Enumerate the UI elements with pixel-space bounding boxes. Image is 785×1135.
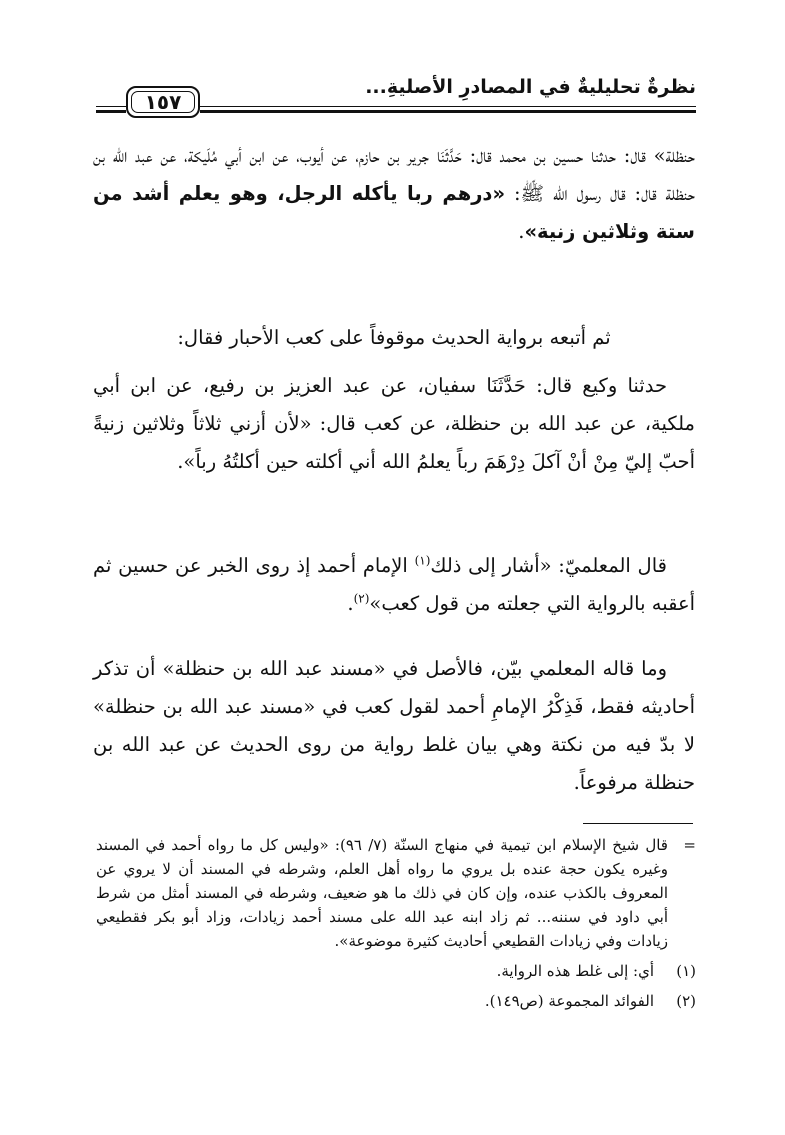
header-rule <box>96 110 126 113</box>
footnote-ref-1[interactable]: (١) <box>414 553 431 568</box>
paragraph-4-end: . <box>347 592 354 615</box>
header-rule <box>200 106 696 107</box>
footnote-1 <box>96 959 696 983</box>
paragraph-3-text: حدثنا وكيع قال: حَدَّثَنَا سفيان، عن عبد العزيز بن رفيع، عن ابن أبي ملكية، عن عبد الله بن حنظلة، عن كعب قال: «لأن أزني ثلاثاً وثلاثين زنيةً أحبّ إليّ مِنْ أنْ آكلَ دِرْهَمَ رباً يعلمُ الله أني أكلته حين أكلتُهُ رباً». <box>93 374 695 473</box>
paragraph-5-text: وما قاله المعلمي بيّن، فالأصل في «مسند عبد الله بن حنظلة» أن تذكر أحاديثه فقط، فَذِكْرُ الإمامِ أحمد لقول كعب في «مسند عبد الله بن حنظلة» لا بدّ فيه من نكتة وهي بيان غلط رواية من روى الحديث عن عبد الله بن حنظلة مرفوعاً. <box>93 657 695 794</box>
footnotes <box>96 833 696 1013</box>
header-rule <box>96 106 126 107</box>
page-header <box>96 76 696 122</box>
paragraph-2 <box>93 319 695 357</box>
footnote-ref-2[interactable]: (٢) <box>353 591 370 606</box>
footnote-text: الفوائد المجموعة (ص١٤٩). <box>484 992 654 1010</box>
footnote-2 <box>96 989 696 1013</box>
running-title: نظرةٌ تحليليةٌ في المصادرِ الأصليةِ... <box>365 76 696 98</box>
paragraph-2-text: ثم أتبعه برواية الحديث موقوفاً على كعب الأحبار فقال: <box>177 326 611 349</box>
paragraph-4-text-a: قال المعلميّ: «أشار إلى ذلك <box>430 554 667 577</box>
footnote-number: (٢) <box>676 992 696 1010</box>
paragraph-3 <box>93 367 695 481</box>
continuation-mark: = <box>683 836 696 854</box>
footnote-continuation-text: قال شيخ الإسلام ابن تيمية في منهاج السنّة (٧/ ٩٦): «وليس كل ما رواه أحمد في المسند وغيره يكون حجة عنده بل يروي ما رواه أهل العلم، وشرطه في المسند أن لا يروي عن المعروف بالكذب عنده، وإن كان في ذلك ما هو ضعيف، وشرطه في المسند أمثل من شرط أبي داود في سننه... ثم زاد ابنه عبد الله على مسند أحمد زيادات، وزاد أبو بكر فقطيعي زيادات وفي زيادات القطيعي أحاديث كثيرة موضوعة». <box>96 836 668 950</box>
footnote-text: أي: إلى غلط هذه الرواية. <box>496 962 654 980</box>
page-number-badge <box>126 86 200 118</box>
footnote-number: (١) <box>676 962 696 980</box>
paragraph-1 <box>93 137 695 251</box>
paragraph-1-end: . <box>518 220 525 243</box>
footnote-separator <box>583 823 693 824</box>
page-number: ١٥٧ <box>144 90 182 114</box>
hadith-quote: «درهم ربا يأكله الرجل، وهو يعلم أشد من ستة وثلاثين زنية» <box>93 182 695 243</box>
paragraph-5 <box>93 650 695 802</box>
paragraph-4-text-b: الإمام أحمد إذ روى الخبر عن حسين ثم أعقبه بالرواية التي جعلته من قول كعب» <box>93 554 695 615</box>
paragraph-4 <box>93 547 695 623</box>
paragraph-1-text: حنظلة» قال: حدثنا حسين بن محمد قال: حَدَّثَنَا جرير بن حازم، عن أيوب، عن ابن أبي مُلَيكة، عن عبد الله بن حنظلة قال: قال رسول الله ﷺ: <box>93 144 696 205</box>
header-rule <box>200 110 696 113</box>
footnote-continuation <box>96 833 696 953</box>
